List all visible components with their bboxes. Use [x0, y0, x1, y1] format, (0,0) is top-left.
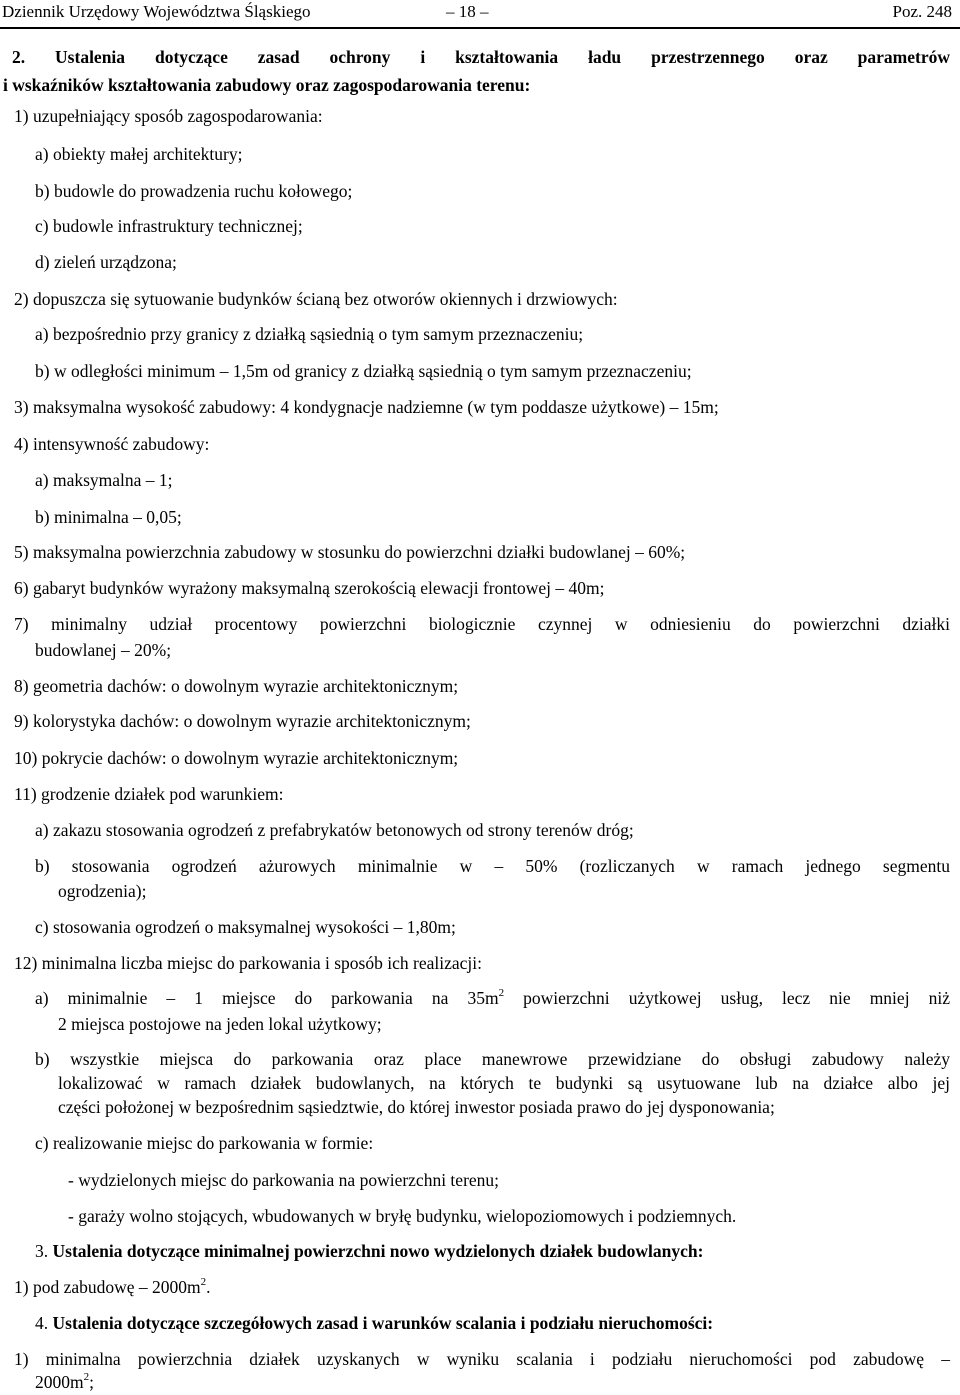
item-12c-dash-2: - garaży wolno stojących, wbudowanych w bryłę budynku, wielopoziomowych i podziemnych.: [68, 1206, 737, 1226]
item-1b: b) budowle do prowadzenia ruchu kołowego;: [35, 181, 353, 201]
item-10: 10) pokrycie dachów: o dowolnym wyrazie architektonicznym;: [14, 748, 459, 768]
section-4-heading: 4. Ustalenia dotyczące szczegółowych zasad i warunków scalania i podziału nieruchomości:: [35, 1313, 714, 1333]
item-1c: c) budowle infrastruktury technicznej;: [35, 216, 303, 236]
item-11b-line-1: b) stosowania ogrodzeń ażurowych minimalnie w – 50% (rozliczanych w ramach jednego segmentu: [35, 856, 950, 876]
item-11a: a) zakazu stosowania ogrodzeń z prefabrykatów betonowych od strony terenów dróg;: [35, 820, 634, 840]
journal-title: Dziennik Urzędowy Województwa Śląskiego: [2, 2, 311, 21]
item-7-line-2: budowlanej – 20%;: [35, 640, 172, 660]
item-1d: d) zieleń urządzona;: [35, 252, 177, 272]
item-2a: a) bezpośrednio przy granicy z działką sąsiednią o tym samym przeznaczeniu;: [35, 324, 584, 344]
item-11c: c) stosowania ogrodzeń o maksymalnej wysokości – 1,80m;: [35, 917, 456, 937]
item-4: 4) intensywność zabudowy:: [14, 434, 210, 454]
item-2b: b) w odległości minimum – 1,5m od granicy z działką sąsiednią o tym samym przeznaczeniu;: [35, 361, 692, 381]
page-header: [0, 2, 960, 24]
item-11: 11) grodzenie działek pod warunkiem:: [14, 784, 284, 804]
section-4-item-1-line-1: 1) minimalna powierzchnia działek uzyskanych w wyniku scalania i podziału nieruchomości pod zabudowę –: [14, 1349, 950, 1369]
item-9: 9) kolorystyka dachów: o dowolnym wyrazie architektonicznym;: [14, 711, 471, 731]
item-3: 3) maksymalna wysokość zabudowy: 4 kondygnacje nadziemne (w tym poddasze użytkowe) – 15m;: [14, 397, 719, 417]
section-2-title-line-2: i wskaźników kształtowania zabudowy oraz zagospodarowania terenu:: [3, 75, 531, 95]
page-number: – 18 –: [446, 2, 489, 21]
item-12a-line-2: 2 miejsca postojowe na jeden lokal użytkowy;: [58, 1014, 382, 1034]
item-5: 5) maksymalna powierzchnia zabudowy w stosunku do powierzchni działki budowlanej – 60%;: [14, 542, 686, 562]
item-12b-line-3: części położonej w bezpośrednim sąsiedztwie, do której inwestor posiada prawo do jej dysponowania;: [58, 1097, 775, 1117]
item-8: 8) geometria dachów: o dowolnym wyrazie architektonicznym;: [14, 676, 459, 696]
item-12c: c) realizowanie miejsc do parkowania w formie:: [35, 1133, 374, 1153]
item-2: 2) dopuszcza się sytuowanie budynków ścianą bez otworów okiennych i drzwiowych:: [14, 289, 618, 309]
position-number: Poz. 248: [892, 2, 952, 21]
item-12b-line-1: b) wszystkie miejsca do parkowania oraz place manewrowe przewidziane do obsługi zabudowy należy: [35, 1049, 950, 1069]
section-2-title-line-1: 2. Ustalenia dotyczące zasad ochrony i kształtowania ładu przestrzennego oraz parametrów: [12, 47, 950, 67]
item-12: 12) minimalna liczba miejsc do parkowania i sposób ich realizacji:: [14, 953, 482, 973]
item-1: 1) uzupełniający sposób zagospodarowania:: [14, 106, 323, 126]
item-1a: a) obiekty małej architektury;: [35, 144, 243, 164]
section-3-heading: 3. Ustalenia dotyczące minimalnej powierzchni nowo wydzielonych działek budowlanych:: [35, 1241, 704, 1261]
item-4a: a) maksymalna – 1;: [35, 470, 173, 490]
header-rule: [0, 27, 960, 29]
item-4b: b) minimalna – 0,05;: [35, 507, 182, 527]
item-7-line-1: 7) minimalny udział procentowy powierzchni biologicznie czynnej w odniesieniu do powierzchni działki: [14, 614, 950, 634]
item-11b-line-2: ogrodzenia);: [58, 881, 147, 901]
item-12a-line-1: a) minimalnie – 1 miejsce do parkowania na $35m^2$ powierzchni użytkowej usług, lecz nie mniej niż: [35, 987, 950, 1008]
item-12b-line-2: lokalizować w ramach działek budowlanych, na których te budynki są usytuowane lub na działce albo jej: [58, 1073, 950, 1093]
item-12c-dash-1: - wydzielonych miejsc do parkowania na powierzchni terenu;: [68, 1170, 500, 1190]
item-6: 6) gabaryt budynków wyrażony maksymalną szerokością elewacji frontowej – 40m;: [14, 578, 605, 598]
section-3-item-1: 1) pod zabudowę – $2000m^2$.: [14, 1276, 211, 1297]
section-4-item-1-line-2: $2000m^2$;: [35, 1371, 94, 1392]
